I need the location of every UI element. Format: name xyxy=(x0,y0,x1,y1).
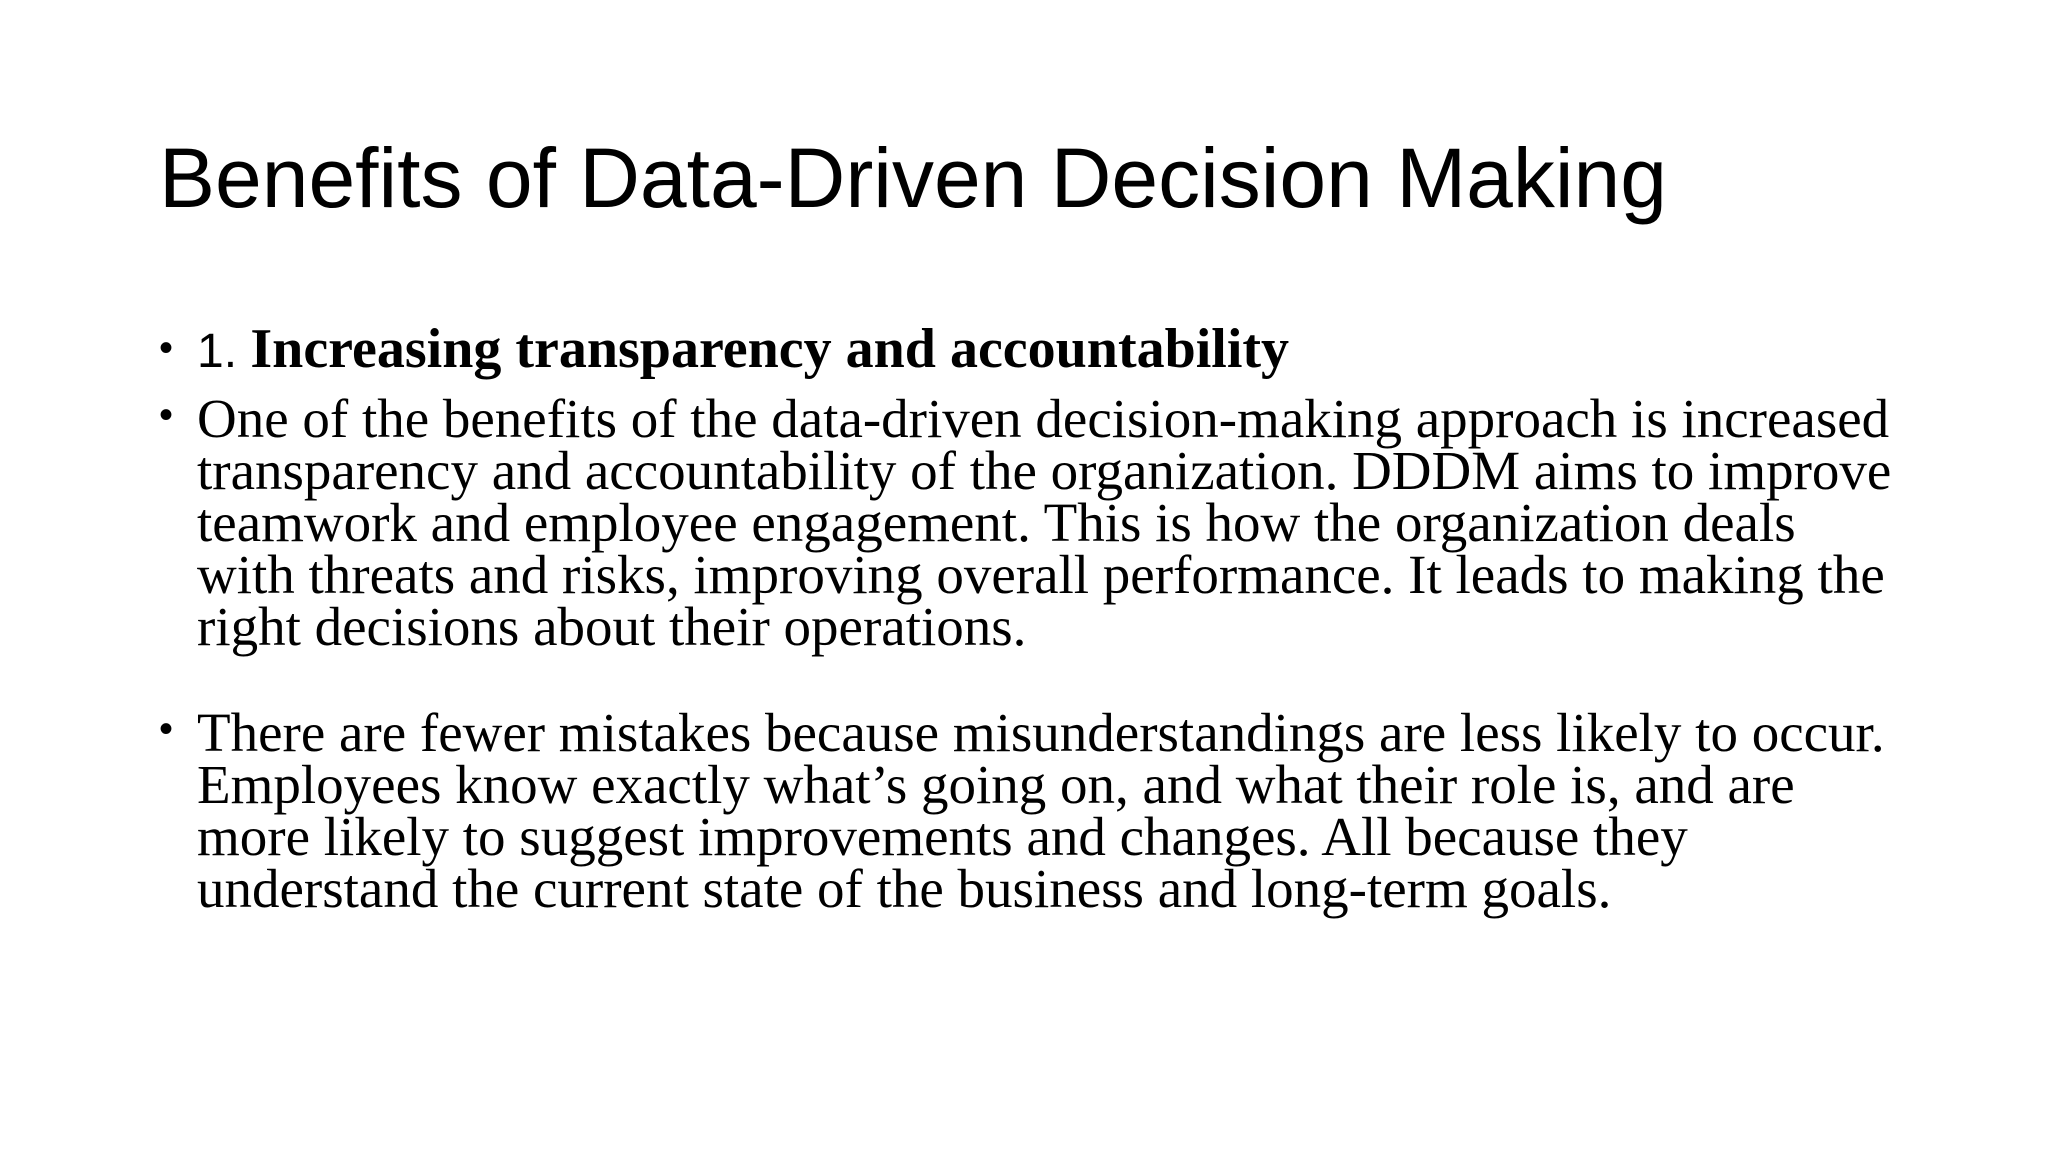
paragraph-text: One of the benefits of the data-driven decision-making approach is increased transparency and accountability of the organization. DDDM aims to improve teamwork and employee engagement. This is how the organization deals with threats and risks, improving overall performance. It leads to making the right decisions about their operations. xyxy=(197,388,1892,657)
slide-title: Benefits of Data-Driven Decision Making xyxy=(159,131,1667,225)
bullet-paragraph xyxy=(159,388,1899,657)
paragraph-text: There are fewer mistakes because misunderstandings are less likely to occur. Employees know exactly what’s going on, and what their role is, and are more likely to suggest improvements and changes. All because they understand the current state of the business and long-term goals. xyxy=(197,702,1885,919)
heading-number: 1. xyxy=(197,325,251,378)
bullet-heading xyxy=(159,316,1899,385)
bullet-marker: • xyxy=(159,326,174,370)
bullet-list xyxy=(159,316,1899,919)
bullet-paragraph xyxy=(159,702,1899,919)
bullet-marker: • xyxy=(159,393,174,437)
heading-text: Increasing transparency and accountability xyxy=(250,318,1290,380)
bullet-marker: • xyxy=(159,707,174,751)
